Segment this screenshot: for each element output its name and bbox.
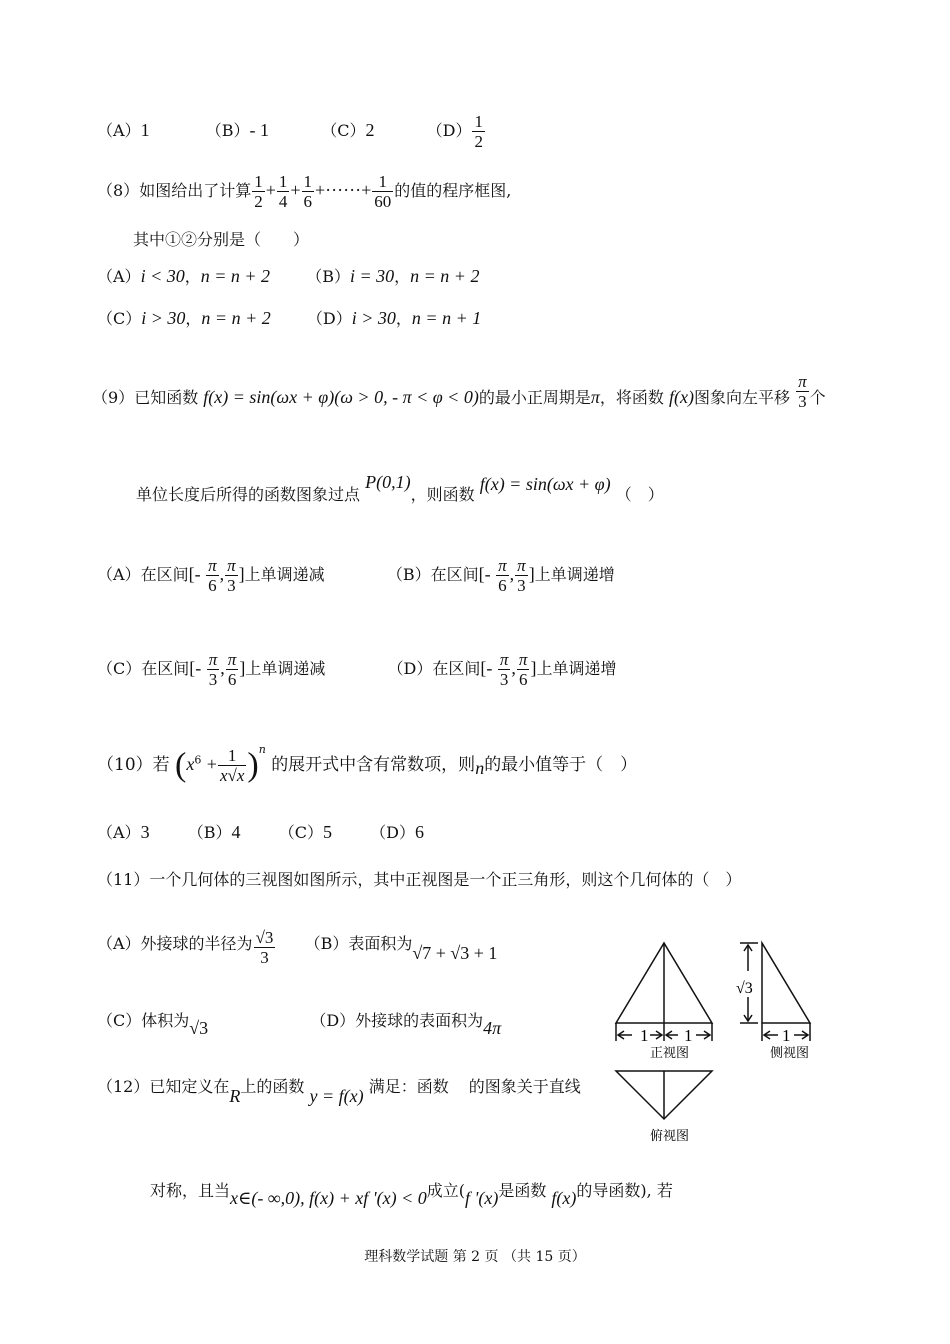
front-dim-left: 1 [640, 1026, 649, 1045]
q9-options-row1: （A）在区间[- $\frac{\pi}{6}$ , $\frac{\pi}{3}$ ]上单调递减 （B）在区间[- $\frac{\pi}{6}$ , $\frac{\pi}{3}$ ]上单调递增 [97, 556, 615, 595]
q7-option-d-label: （D） [426, 121, 472, 140]
q11-option-c-value: √3 [189, 1018, 209, 1038]
q9-function-2: f(x) = sin(ωx + φ) [479, 474, 611, 494]
q9-text-1: 已知函数 [134, 388, 199, 407]
q8-stem: （8）如图给出了计算 $\frac{1}{2}$ + $\frac{1}{4}$ + $\frac{1}{6}$ +······+ $\frac{1}{60}$ 的值的程序框图, [97, 172, 512, 211]
q10-n: n [475, 758, 485, 778]
q10-x: x [186, 754, 195, 774]
q9-option-b-hi: $\frac{\pi}{3}$ [517, 556, 526, 595]
q11-option-c-text: （C）体积为 [97, 1011, 190, 1030]
three-view-figure [600, 935, 840, 1155]
q9-fx: f(x) [668, 387, 694, 407]
q8-frac-last: $\frac{1}{60}$ [374, 172, 392, 211]
q9-option-c-hi: $\frac{\pi}{6}$ [227, 650, 237, 689]
q12-line2-text-a: 对称，且当 [150, 1181, 231, 1200]
q9-period: π [590, 387, 600, 407]
top-view [616, 1071, 712, 1119]
q12-fprime: f '(x) [464, 1188, 499, 1208]
q12-text-4: 的图象关于直线 [468, 1077, 581, 1096]
q8-option-a-label: （A） [97, 267, 141, 286]
q8-option-c-cond: i > 30 [141, 308, 186, 328]
q12-number: （12） [97, 1077, 150, 1096]
q12-condition: x∈(- ∞,0), f(x) + xf '(x) < 0 [230, 1188, 427, 1208]
q8-option-b-cond: i = 30 [349, 266, 395, 286]
q9-option-a-label: （A） [97, 565, 141, 584]
q11-option-b-text: （B）表面积为 [304, 934, 413, 953]
q9-text-2: 的最小正周期是 [478, 388, 591, 407]
q8-number: （8） [97, 181, 140, 200]
q10-option-b: 4 [231, 822, 241, 842]
q8-option-b-assign: n = n + 2 [410, 266, 480, 286]
top-view-label: 俯视图 [650, 1129, 690, 1144]
q7-option-c-value: 2 [365, 120, 375, 140]
q11-options-row2 [97, 1010, 502, 1038]
front-dim-right: 1 [684, 1026, 693, 1045]
q8-option-a-cond: i < 30 [140, 266, 185, 286]
q9-text-4: 图象向左平移 [693, 388, 790, 407]
q8-option-d-cond: i > 30 [351, 308, 396, 328]
q9-point: P(0,1) [365, 472, 411, 492]
q10-fraction: $\frac{1}{x√x}$ [219, 746, 245, 785]
q10-option-a: 3 [140, 822, 150, 842]
q8-option-c-label: （C） [97, 309, 142, 328]
q9-option-b-label: （B） [386, 565, 431, 584]
front-view-label: 正视图 [650, 1046, 690, 1061]
q11-option-a-fraction: $\frac{√3}{3}$ [255, 928, 274, 967]
q8-frac-3: $\frac{1}{6}$ [303, 172, 313, 211]
q9-option-b-lo: $\frac{\pi}{6}$ [498, 556, 507, 595]
q7-option-a-value: 1 [140, 120, 150, 140]
q9-number: （9） [92, 388, 135, 407]
q9-option-d-hi: $\frac{\pi}{6}$ [518, 650, 528, 689]
q9-option-d-lo: $\frac{\pi}{3}$ [499, 650, 509, 689]
q9-option-c-lo: $\frac{\pi}{3}$ [208, 650, 218, 689]
q11-option-d-text: （D）外接球的表面积为 [310, 1011, 484, 1030]
q12-text-2: 上的函数 [240, 1077, 305, 1096]
q10-option-c: 5 [322, 822, 332, 842]
q9-answer-paren: （ ） [615, 485, 664, 504]
q10-power: n [258, 743, 266, 757]
q7-option-a-label: （A） [97, 121, 141, 140]
side-dim-base: 1 [782, 1026, 791, 1045]
q8-option-a-assign: n = n + 2 [200, 266, 271, 286]
q7-option-b-label: （B） [205, 121, 250, 140]
q8-text-pre: 如图给出了计算 [139, 181, 252, 200]
q8-line2: 其中①②分别是（ ） [133, 230, 310, 249]
q8-option-d-label: （D） [306, 309, 352, 328]
q11-options-row1 [97, 928, 497, 967]
page-footer: 理科数学试题 第 2 页 （共 15 页） [364, 1249, 586, 1265]
q10-option-d: 6 [414, 822, 424, 842]
q8-option-b-label: （B） [306, 267, 350, 286]
q10-x-exponent: 6 [194, 753, 202, 767]
q12-fx: f(x) [551, 1188, 577, 1208]
q8-frac-1: $\frac{1}{2}$ [254, 172, 263, 211]
q12-line2-text-c: 是函数 [498, 1181, 547, 1200]
q7-options [97, 112, 486, 151]
q12-stem [97, 1076, 581, 1106]
q9-text-3: ，将函数 [599, 388, 664, 407]
front-view [616, 943, 712, 1041]
q10-text-1: 的展开式中含有常数项，则 [271, 755, 476, 775]
q8-options-row2: （C）i > 30，n = n + 2 （D）i > 30，n = n + 1 [97, 308, 482, 328]
q10-number: （10） [97, 755, 153, 775]
q9-stem [92, 372, 826, 411]
side-view-label: 侧视图 [770, 1046, 810, 1061]
q9-line2-text-a: 单位长度后所得的函数图象过点 [136, 485, 361, 504]
q9-line2 [136, 472, 664, 505]
q9-line2-text-b: ，则函数 [410, 485, 475, 504]
side-dim-height: √3 [736, 980, 753, 997]
q9-shift-fraction: $\frac{\pi}{3}$ [798, 372, 807, 411]
q8-frac-2: $\frac{1}{4}$ [278, 172, 288, 211]
q10-stem: （10）若 ($x^6$ + $\frac{1}{x√x}$ )$^n$ 的展开式中含有常数项，则n的最小值等于（ ） [97, 743, 638, 785]
q9-options-row2: （C）在区间[- $\frac{\pi}{3}$ , $\frac{\pi}{6}$ ]上单调递减 （D）在区间[- $\frac{\pi}{3}$ , $\frac{\pi}{6}$ ]上单调递增 [97, 650, 617, 689]
q9-text-5: 个 [809, 388, 826, 407]
q11-option-d-value: 4π [483, 1018, 502, 1038]
q12-line2 [150, 1180, 673, 1208]
q8-option-d-assign: n = n + 1 [411, 308, 482, 328]
q7-option-c-label: （C） [321, 121, 366, 140]
q9-function: f(x) = sin(ωx + φ)(ω > 0, - π < φ < 0) [203, 387, 479, 407]
q8-options-row1: （A）i < 30，n = n + 2 （B）i = 30，n = n + 2 [97, 266, 480, 286]
q8-text-post: 的值的程序框图, [394, 181, 512, 200]
q7-option-d-fraction: $\frac{1}{2}$ [474, 112, 483, 151]
q10-text-2: 的最小值等于（ ） [484, 755, 638, 775]
q11-option-b-value: √7 + √3 + 1 [412, 943, 498, 963]
q9-option-d-label: （D） [387, 659, 433, 678]
q10-if: 若 [152, 755, 170, 775]
q12-line2-text-b: 成立( [426, 1181, 465, 1200]
q12-function: y = f(x) [309, 1086, 364, 1106]
q12-text-3: 满足：函数 [368, 1077, 449, 1096]
q10-options: （A）3 （B）4 （C）5 （D）6 [97, 822, 424, 842]
q11-stem: （11）一个几何体的三视图如图所示，其中正视图是一个正三角形，则这个几何体的（ ） [97, 870, 742, 889]
q9-option-a-hi: $\frac{\pi}{3}$ [227, 556, 236, 595]
q7-option-b-value: - 1 [249, 120, 270, 140]
q9-option-c-label: （C） [97, 659, 142, 678]
q9-option-a-lo: $\frac{\pi}{6}$ [208, 556, 217, 595]
q8-option-c-assign: n = n + 2 [201, 308, 271, 328]
q12-line2-text-d: 的导函数), 若 [576, 1181, 673, 1200]
q8-ellipsis: +······+ [315, 180, 372, 200]
q12-R: R [229, 1086, 241, 1106]
q12-text-1: 已知定义在 [149, 1077, 230, 1096]
q11-option-a-text: （A）外接球的半径为 [97, 934, 253, 953]
